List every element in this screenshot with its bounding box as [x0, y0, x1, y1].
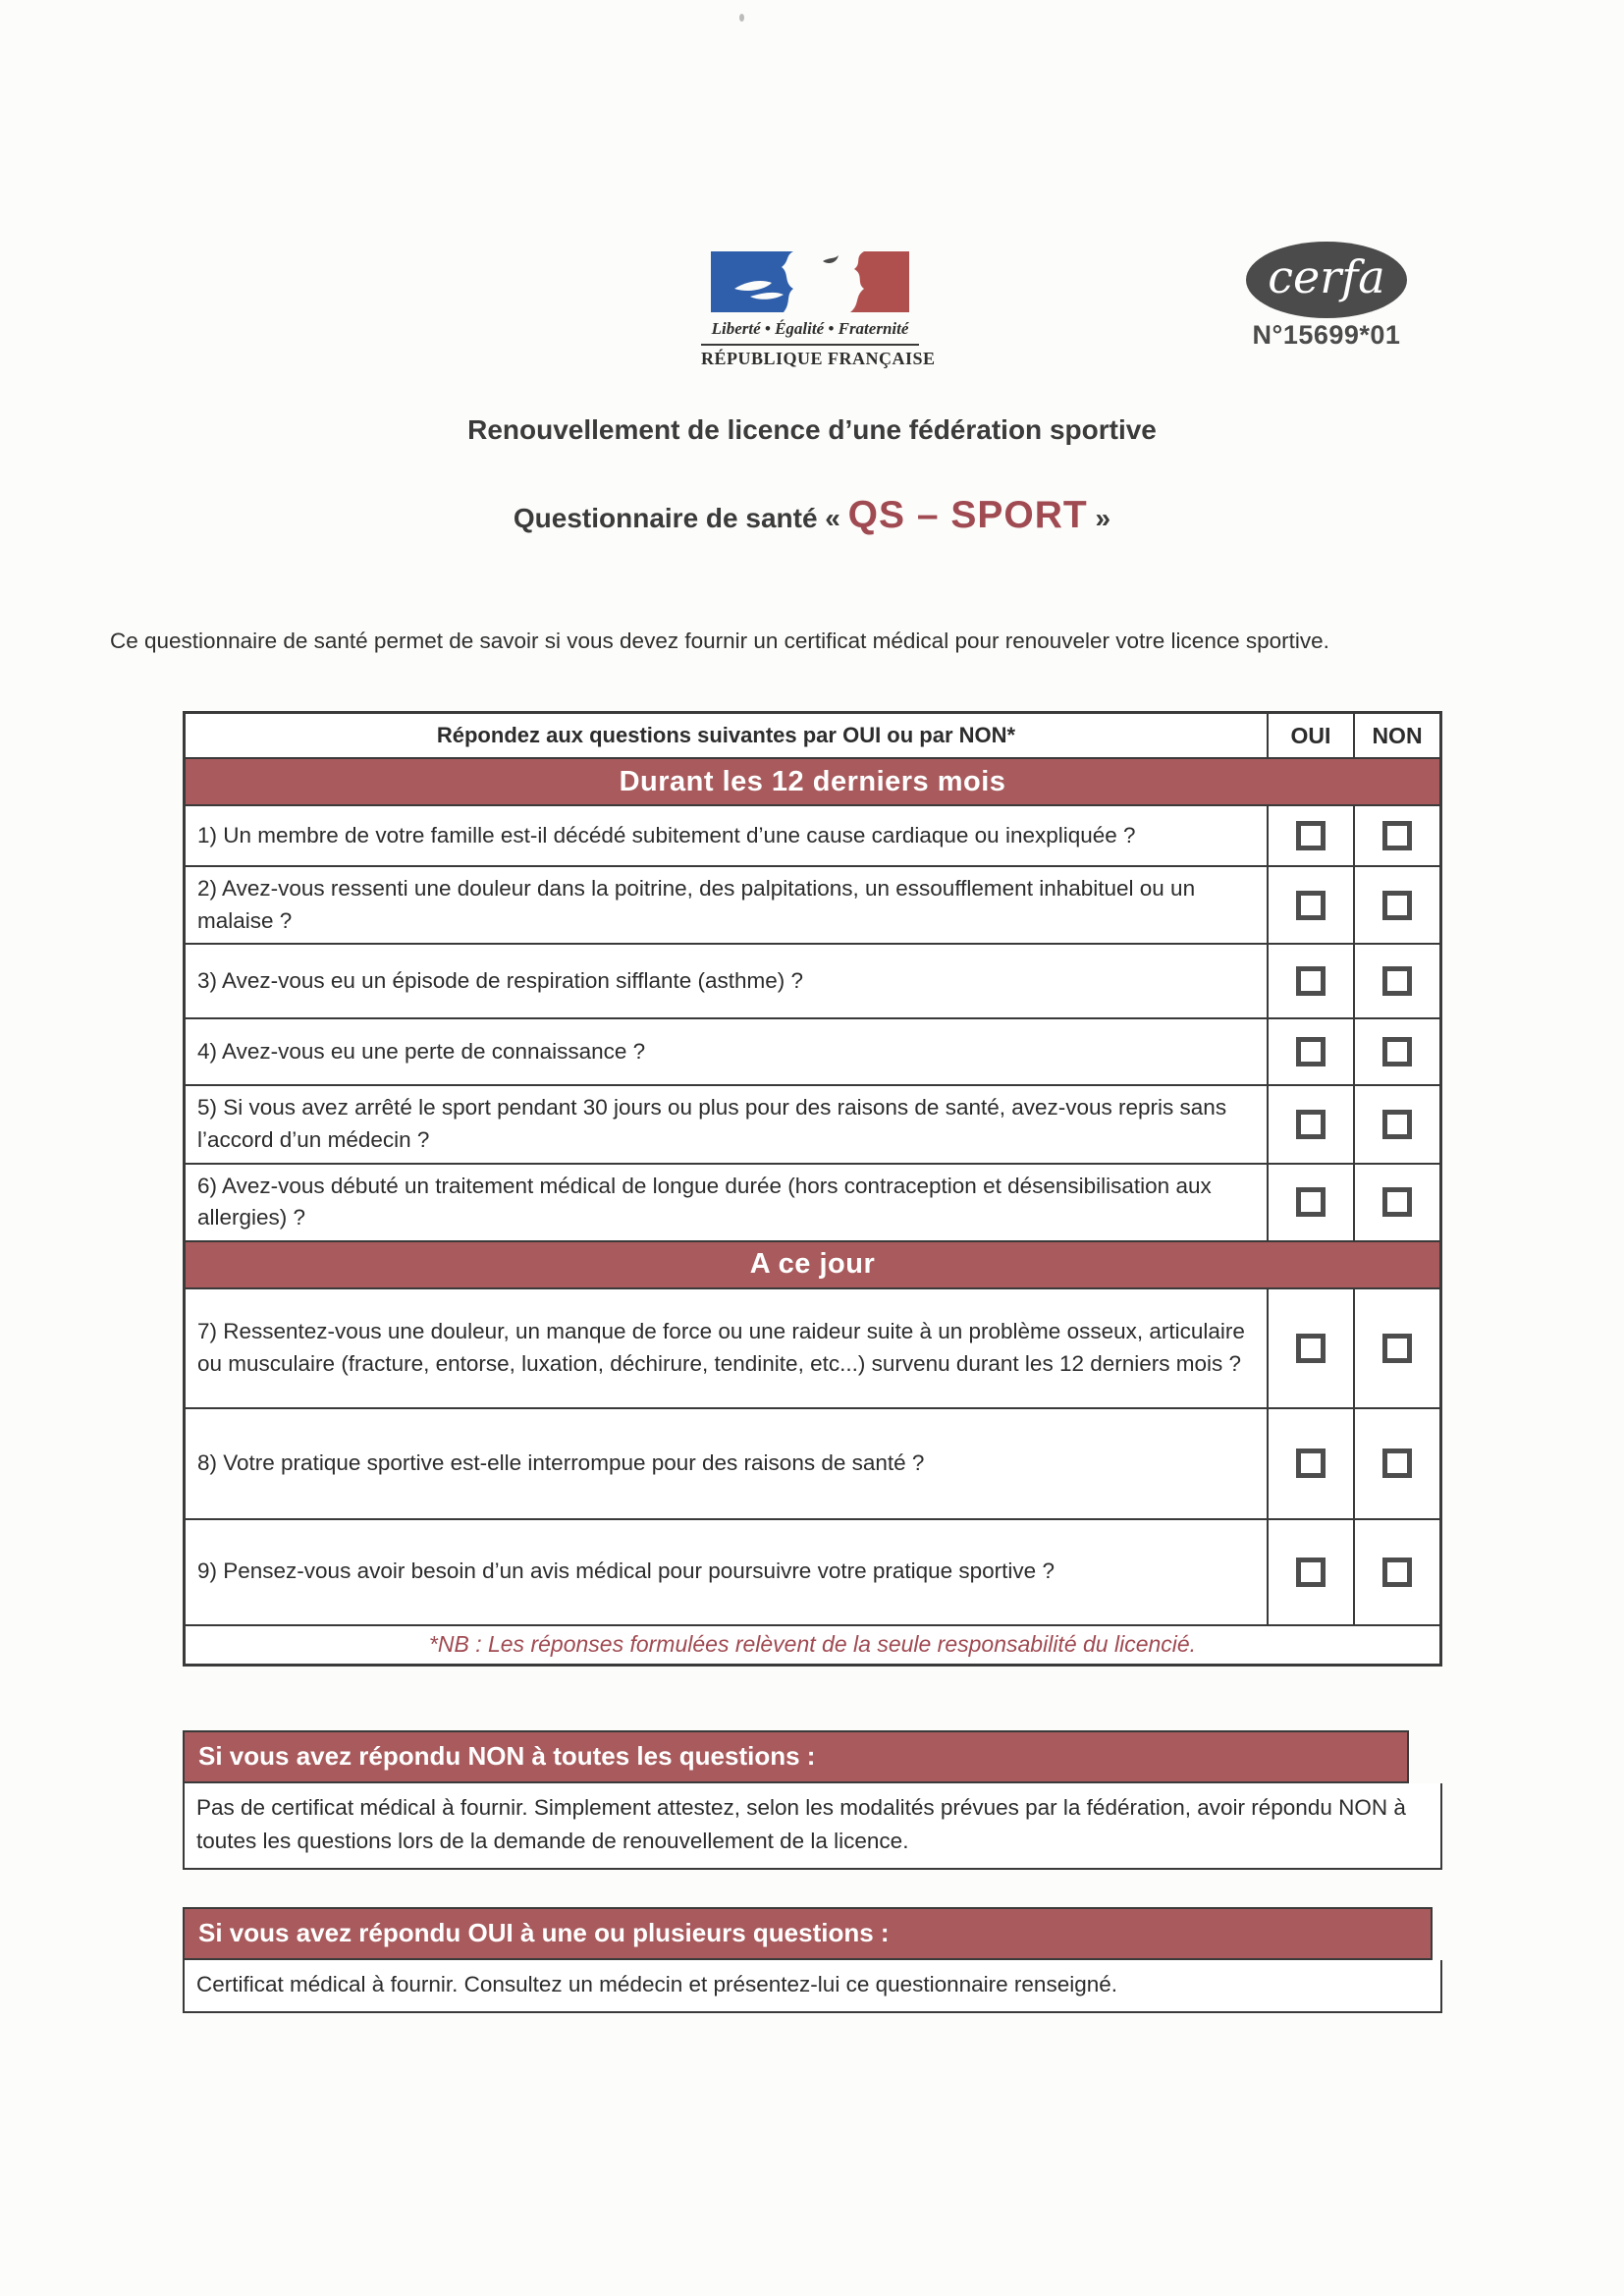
- table-footnote: *NB : Les réponses formulées relèvent de la seule responsabilité du licencié.: [186, 1624, 1439, 1664]
- non-cell: [1353, 945, 1439, 1017]
- table-header-row: [186, 714, 1439, 757]
- non-checkbox[interactable]: [1382, 821, 1412, 850]
- section-banner: A ce jour: [186, 1240, 1439, 1287]
- question-text: 6) Avez-vous débuté un traitement médical de longue durée (hors contraception et désensibilisation aux allergies) ?: [197, 1173, 1212, 1230]
- form-subtitle: [0, 494, 1624, 537]
- oui-checkbox[interactable]: [1296, 1449, 1326, 1478]
- motto-text: Liberté • Égalité • Fraternité: [701, 316, 919, 346]
- table-header-oui: OUI: [1267, 714, 1353, 757]
- question-text: 1) Un membre de votre famille est-il décédé subitement d’une cause cardiaque ou inexpliquée ?: [197, 822, 1136, 847]
- outcome-all-non: [183, 1730, 1442, 1870]
- french-republic-logo: [701, 251, 936, 369]
- oui-cell: [1267, 1289, 1353, 1407]
- oui-checkbox[interactable]: [1296, 966, 1326, 996]
- question-row: [186, 1518, 1439, 1624]
- subtitle-suffix: »: [1087, 503, 1111, 533]
- question-text: 3) Avez-vous eu un épisode de respiration sifflante (asthme) ?: [197, 967, 804, 993]
- outcome-non-body: Pas de certificat médical à fournir. Simplement attestez, selon les modalités prévues par la fédération, avoir répondu NON à toutes les questions lors de la demande de renouvellement de la licence.: [183, 1783, 1442, 1870]
- outcome-non-header: Si vous avez répondu NON à toutes les questions :: [183, 1730, 1409, 1783]
- question-row: [186, 1017, 1439, 1084]
- table-body: [186, 757, 1439, 1624]
- question-text: 2) Avez-vous ressenti une douleur dans la poitrine, des palpitations, un essoufflement inhabituel ou un malaise ?: [197, 876, 1196, 933]
- questionnaire-table: [183, 711, 1442, 1667]
- non-cell: [1353, 1165, 1439, 1240]
- oui-cell: [1267, 867, 1353, 943]
- subtitle-highlight: QS – SPORT: [847, 494, 1088, 536]
- oui-cell: [1267, 945, 1353, 1017]
- section-banner: Durant les 12 derniers mois: [186, 757, 1439, 804]
- non-checkbox[interactable]: [1382, 1037, 1412, 1066]
- non-checkbox[interactable]: [1382, 1449, 1412, 1478]
- non-cell: [1353, 1409, 1439, 1518]
- non-checkbox[interactable]: [1382, 1187, 1412, 1217]
- subtitle-prefix: Questionnaire de santé «: [513, 503, 848, 533]
- outcome-oui-body: Certificat médical à fournir. Consultez un médecin et présentez-lui ce questionnaire renseigné.: [183, 1960, 1442, 2013]
- non-checkbox[interactable]: [1382, 1558, 1412, 1587]
- form-title: Renouvellement de licence d’une fédération sportive: [467, 414, 1157, 445]
- question-row: [186, 865, 1439, 943]
- oui-checkbox[interactable]: [1296, 1110, 1326, 1139]
- non-cell: [1353, 806, 1439, 865]
- cerfa-number: N°15699*01: [1252, 320, 1401, 350]
- question-row: [186, 943, 1439, 1017]
- oui-checkbox[interactable]: [1296, 1334, 1326, 1363]
- cerfa-logo: [1233, 242, 1420, 351]
- oui-checkbox[interactable]: [1296, 891, 1326, 920]
- question-text: 8) Votre pratique sportive est-elle interrompue pour des raisons de santé ?: [197, 1449, 925, 1475]
- non-cell: [1353, 1520, 1439, 1624]
- intro-text: Ce questionnaire de santé permet de savoir si vous devez fournir un certificat médical pour renouveler votre licence sportive.: [110, 629, 1329, 653]
- non-checkbox[interactable]: [1382, 1334, 1412, 1363]
- outcome-oui-header: Si vous avez répondu OUI à une ou plusieurs questions :: [183, 1907, 1433, 1960]
- non-checkbox[interactable]: [1382, 891, 1412, 920]
- cerfa-ellipse-icon: [1246, 242, 1407, 318]
- oui-cell: [1267, 806, 1353, 865]
- question-text: 9) Pensez-vous avoir besoin d’un avis médical pour poursuivre votre pratique sportive ?: [197, 1558, 1055, 1584]
- oui-cell: [1267, 1019, 1353, 1084]
- non-cell: [1353, 1019, 1439, 1084]
- republic-text: RÉPUBLIQUE FRANÇAISE: [701, 349, 936, 368]
- french-flag-marianne-icon: [707, 251, 913, 316]
- non-cell: [1353, 1086, 1439, 1162]
- question-row: [186, 1287, 1439, 1407]
- oui-cell: [1267, 1520, 1353, 1624]
- oui-checkbox[interactable]: [1296, 1037, 1326, 1066]
- scan-speck: [739, 14, 744, 22]
- non-cell: [1353, 1289, 1439, 1407]
- oui-cell: [1267, 1409, 1353, 1518]
- oui-cell: [1267, 1086, 1353, 1162]
- question-row: [186, 804, 1439, 865]
- question-text: 5) Si vous avez arrêté le sport pendant 30 jours ou plus pour des raisons de santé, avez-vous repris sans l’accord d’un médecin ?: [197, 1095, 1227, 1152]
- cerfa-logo-text: cerfa: [1268, 250, 1385, 303]
- non-checkbox[interactable]: [1382, 966, 1412, 996]
- oui-checkbox[interactable]: [1296, 1187, 1326, 1217]
- question-text: 4) Avez-vous eu une perte de connaissance ?: [197, 1038, 646, 1064]
- question-row: [186, 1084, 1439, 1162]
- table-header-non: NON: [1353, 714, 1439, 757]
- oui-checkbox[interactable]: [1296, 1558, 1326, 1587]
- question-text: 7) Ressentez-vous une douleur, un manque de force ou une raideur suite à un problème osseux, articulaire ou musculaire (fracture, entorse, luxation, déchirure, tendinite, etc...) survenu durant les 12 derniers mois ?: [197, 1319, 1245, 1376]
- oui-cell: [1267, 1165, 1353, 1240]
- question-row: [186, 1407, 1439, 1518]
- non-checkbox[interactable]: [1382, 1110, 1412, 1139]
- table-header-question: Répondez aux questions suivantes par OUI ou par NON*: [436, 723, 1016, 748]
- non-cell: [1353, 867, 1439, 943]
- outcome-any-oui: [183, 1907, 1442, 2013]
- oui-checkbox[interactable]: [1296, 821, 1326, 850]
- question-row: [186, 1163, 1439, 1240]
